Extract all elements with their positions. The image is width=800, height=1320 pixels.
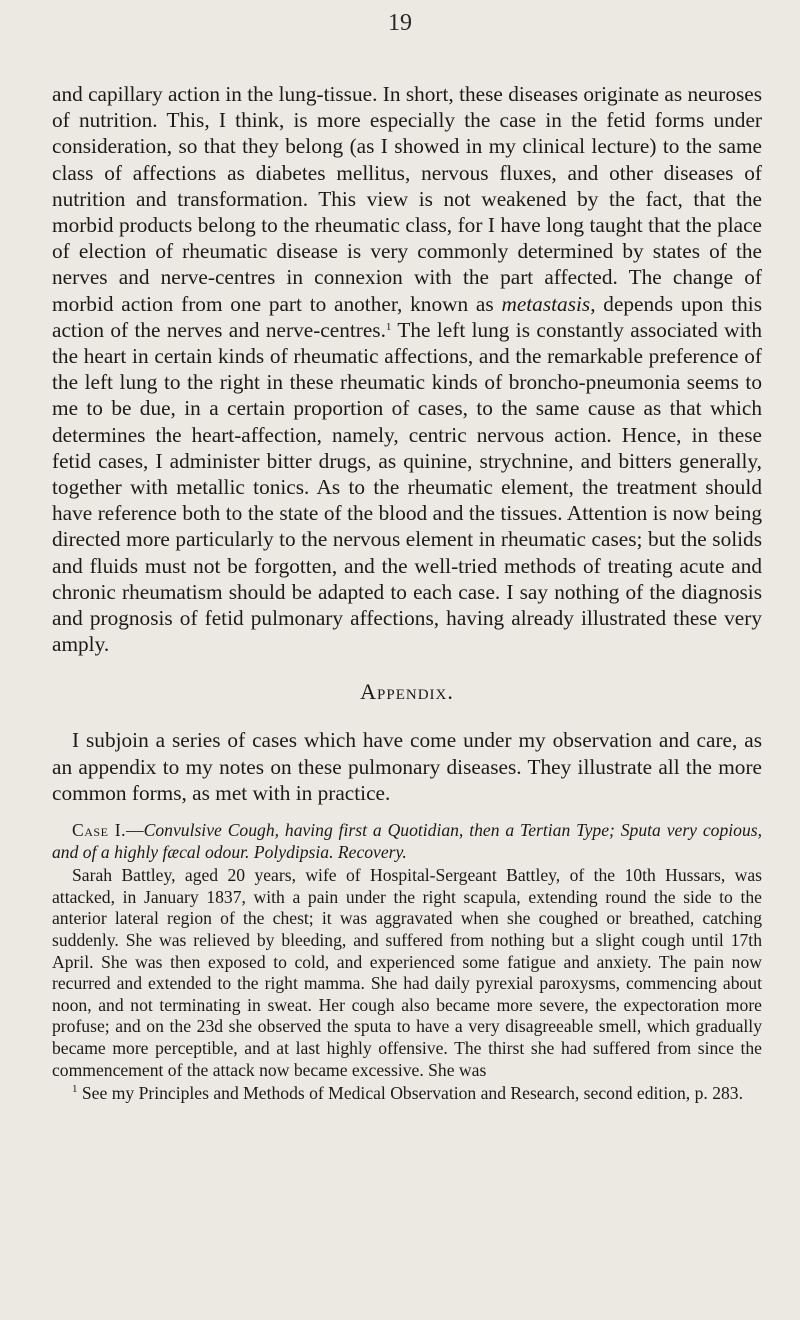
case-1-body: Sarah Battley, aged 20 years, wife of Hospital-Sergeant Battley, of the 10th Hussars, was attacked, in January 1837, with a pain under the right scapula, extending round the side to the anterior lateral region of the chest; it was aggravated when she coughed or breathed, catching suddenly. She was relieved by bleeding, and suffered from nothing but a slight cough until 17th April. She was then exposed to cold, and experienced some fatigue and anxiety. The pain now recurred and extended to the right mamma. She had daily pyrexial paroxysms, commencing about noon, and not terminating in sweat. Her cough also became more severe, the expectoration more profuse; and on the 23d she observed the sputa to have a very disagreeable smell, which gradually became more perceptible, and at last highly offensive. The thirst she had suffered from since the commencement of the attack now became excessive. She was	[52, 865, 762, 1080]
page-number: 19	[388, 10, 412, 36]
case-1-title-italic: Convulsive Cough, having first a Quotidian, then a Tertian Type; Sputa very copious, and of a highly fæcal odour. Polydipsia. Recovery.	[52, 820, 762, 862]
footnote-text: See my Principles and Methods of Medical Observation and Research, second edition, p. 283.	[77, 1083, 743, 1104]
paragraph-1	[52, 81, 762, 657]
appendix-intro: I subjoin a series of cases which have come under my observation and care, as an appendix to my notes on these pulmonary diseases. They illustrate all the more common forms, as met with in practice.	[52, 728, 762, 805]
paragraph-1-text-b: , depends upon this action of the nerves and nerve-centres.	[52, 291, 762, 342]
footnote-reference-mark[interactable]: 1	[385, 320, 392, 333]
footnote-mark: 1	[72, 1083, 78, 1096]
page-body	[52, 81, 762, 1105]
case-1-dash: —	[126, 820, 144, 841]
paragraph-1-text-c: The left lung is constantly associated with the heart in certain kinds of rheumatic affections, and the remarkable preference of the left lung to the right in these rheumatic kinds of broncho-pneumonia seems to me to be due, in a certain proportion of cases, to the same cause as that which determines the heart-affection, namely, centric nervous action. Hence, in these fetid cases, I administer bitter drugs, as quinine, strychnine, and bitters generally, together with metallic tonics. As to the rheumatic element, the treatment should have reference both to the state of the blood and the tissues. Attention is now being directed more particularly to the nervous element in rheumatic cases; but the solids and fluids must not be forgotten, and the well-tried methods of treating acute and chronic rheumatism should be adapted to each case. I say nothing of the diagnosis and prognosis of fetid pulmonary affections, having already illustrated these very amply.	[52, 317, 762, 657]
paragraph-1-text-a: and capillary action in the lung-tissue. In short, these diseases originate as neuroses of nutrition. This, I think, is more especially the case in the fetid forms under consideration, so that they belong (as I showed in my clinical lecture) to the same class of affections as diabetes mellitus, nervous fluxes, and other diseases of nutrition and transformation. This view is not weakened by the fact, that the morbid products belong to the rheumatic class, for I have long taught that the place of election of rheumatic disease is very commonly determined by states of the nerves and nerve-centres in connexion with the part affected. The change of morbid action from one part to another, known as	[52, 82, 762, 316]
case-1-label: Case I.	[72, 820, 127, 841]
italic-term-metastasis: metastasis	[501, 291, 591, 316]
case-1-title	[52, 820, 762, 863]
footnote	[52, 1083, 762, 1105]
appendix-heading: Appendix.	[360, 679, 454, 705]
